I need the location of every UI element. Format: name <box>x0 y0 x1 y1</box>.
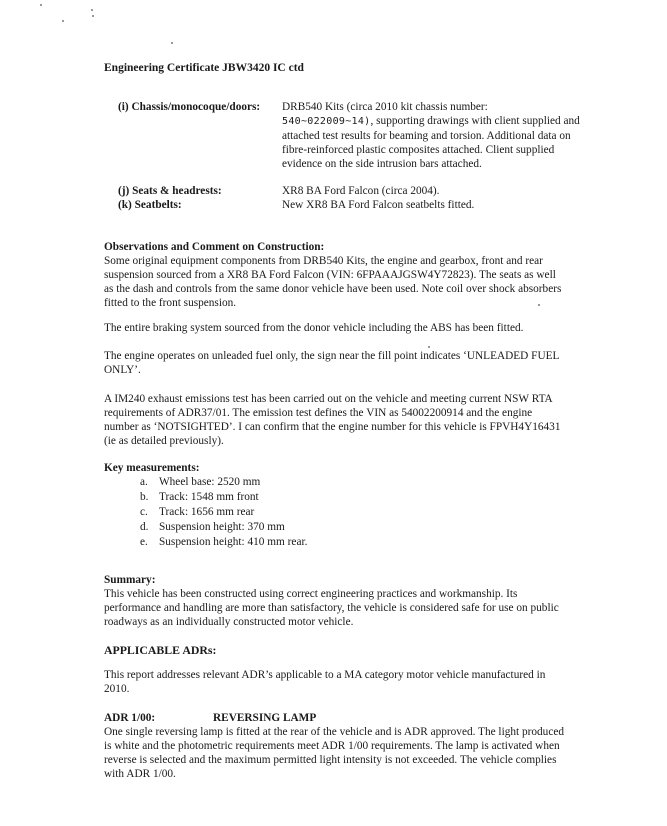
paragraph: The entire braking system sourced from the donor vehicle including the ABS has been fitted. <box>104 322 524 334</box>
spec-value <box>282 100 582 171</box>
list-item <box>140 535 307 550</box>
paragraph: One single reversing lamp is fitted at the rear of the vehicle and is ADR approved. The light produced is white and the photometric requirements meet ADR 1/00 requirements. The lamp is activated when reverse is selected and the maximum permitted light intensity is not exceeded. The vehicle complies with ADR 1/00. <box>104 726 565 780</box>
list-text: Wheel base: 2520 mm <box>159 476 261 488</box>
list-item <box>140 505 307 520</box>
spec-value-text: DRB540 Kits (circa 2010 kit chassis number: <box>282 101 488 113</box>
paragraph: Some original equipment components from DRB540 Kits, the engine and gearbox, front and rear suspension sourced from a XR8 BA Ford Falcon (VIN: 6FPAAAJGSW4Y72823). The seats as well as the dash and controls from the same donor vehicle have been used. Note coil over shock absorbers fitted to the front suspension. <box>104 255 562 309</box>
section-heading: Key measurements: <box>104 462 200 474</box>
paragraph: A IM240 exhaust emissions test has been carried out on the vehicle and meeting current NSW RTA requirements of ADR37/01. The emission test defines the VIN as 54002200914 and the engine number as ‘NOTSIGHTED’. I can confirm that the engine number for this vehicle is FPVH4Y16431 (ie as detailed previously). <box>104 393 561 447</box>
spec-label: (j) Seats & headrests: <box>118 185 222 197</box>
list-item <box>140 490 307 505</box>
spec-value-text: , supporting drawings with client supplied and attached test results for beaming and torsion. Additional data on fibre-reinforced plastic composites attached. Client supplied evidence on the side intrusion bars attached. <box>282 115 580 170</box>
scan-speck <box>92 15 94 17</box>
list-text: Suspension height: 370 mm <box>159 521 285 533</box>
spec-value: XR8 BA Ford Falcon (circa 2004). <box>282 185 440 197</box>
list-text: Suspension height: 410 mm rear. <box>159 536 308 548</box>
observations-section <box>104 240 566 310</box>
list-item <box>140 520 307 535</box>
list-marker: b. <box>140 491 149 503</box>
paragraph: This vehicle has been constructed using correct engineering practices and workmanship. Its performance and handling are more than satisfactory, the vehicle is considered safe for use on public roadways as an individually constructed motor vehicle. <box>104 588 559 628</box>
list-text: Track: 1548 mm front <box>159 491 259 503</box>
scan-speck <box>40 4 42 6</box>
certificate-title: Engineering Certificate JBW3420 IC ctd <box>104 62 304 74</box>
adr-heading <box>104 711 317 725</box>
summary-section <box>104 573 566 629</box>
measurements-list <box>140 475 307 550</box>
section-heading: Observations and Comment on Construction: <box>104 241 325 253</box>
list-item <box>140 475 307 490</box>
section-heading: Summary: <box>104 574 156 586</box>
list-marker: e. <box>140 536 148 548</box>
list-text: Track: 1656 mm rear <box>159 506 255 518</box>
scan-speck <box>428 346 430 348</box>
paragraph: The engine operates on unleaded fuel only, the sign near the fill point indicates ‘UNLEADED FUEL ONLY’. <box>104 350 559 376</box>
list-marker: c. <box>140 506 148 518</box>
spec-label: (i) Chassis/monocoque/doors: <box>118 101 261 113</box>
scan-speck <box>91 9 93 11</box>
list-marker: d. <box>140 521 149 533</box>
spec-value: New XR8 BA Ford Falcon seatbelts fitted. <box>282 199 475 211</box>
list-marker: a. <box>140 476 148 488</box>
section-heading: APPLICABLE ADRs: <box>104 643 217 657</box>
scan-speck <box>62 20 64 22</box>
chassis-number: 540~022009~14) <box>282 116 371 127</box>
paragraph: This report addresses relevant ADR’s applicable to a MA category motor vehicle manufactured in 2010. <box>104 669 546 695</box>
adr-title: REVERSING LAMP <box>213 712 317 724</box>
scan-speck <box>171 42 173 44</box>
adr-code: ADR 1/00: <box>104 712 156 724</box>
spec-label: (k) Seatbelts: <box>118 199 182 211</box>
